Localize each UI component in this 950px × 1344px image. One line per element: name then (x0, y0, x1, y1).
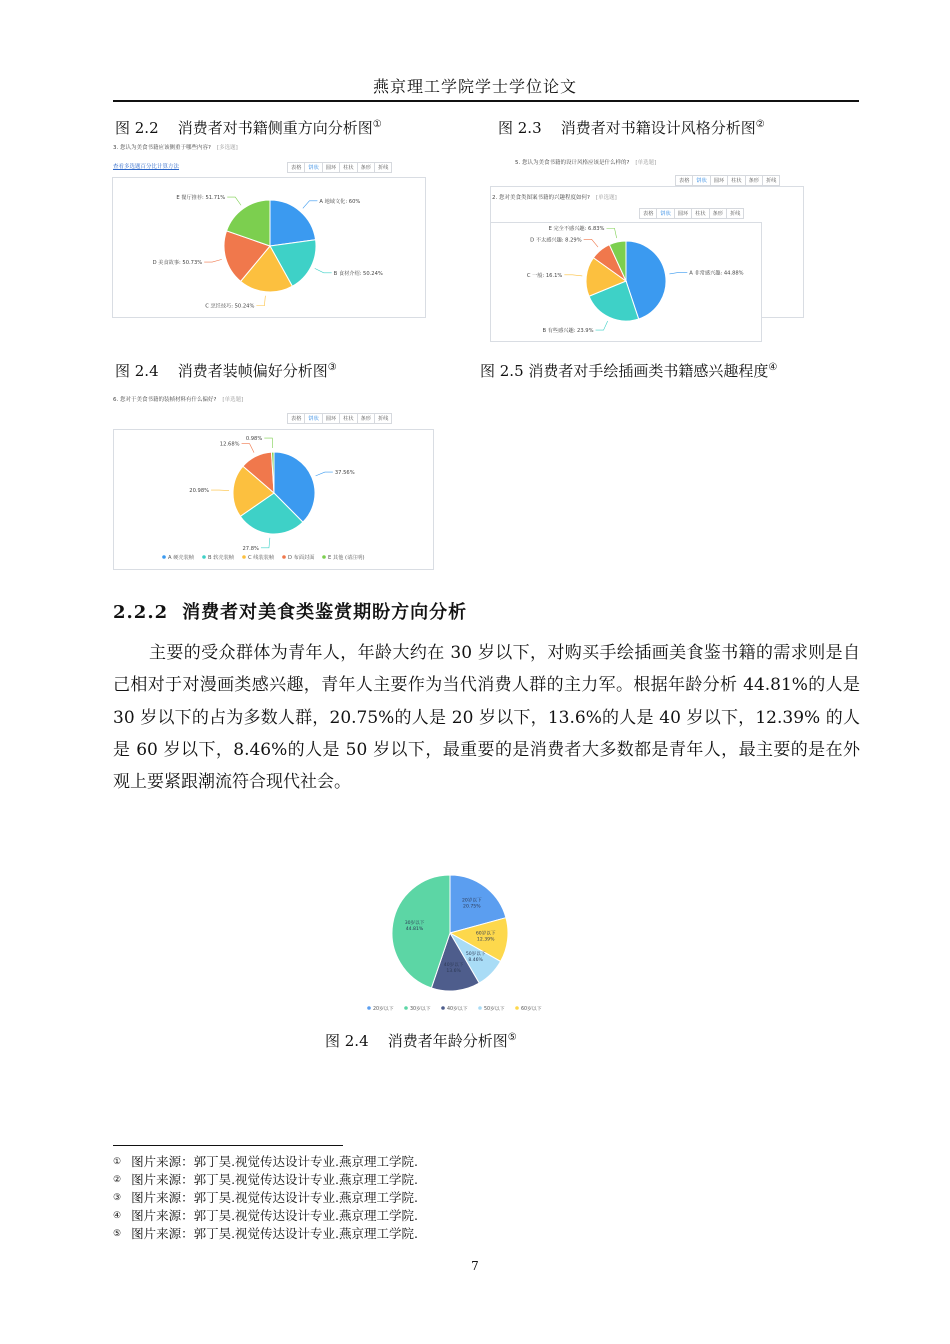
slice-label: 12.68% (219, 441, 240, 448)
fig22-chart-toolbar (288, 162, 392, 173)
figure-2-2-caption (115, 117, 382, 138)
toolbar-pie-button[interactable]: 饼状 (656, 208, 674, 219)
slice-label: 27.8% (242, 545, 259, 552)
slice-label: 60岁以下 (475, 931, 496, 937)
figure-2-5-caption (480, 360, 777, 381)
legend-item[interactable]: 50岁以下 (484, 1006, 505, 1012)
footnote-text: 图片来源：郭丁昊.视觉传达设计专业.燕京理工学院. (131, 1208, 418, 1223)
legend-item[interactable]: C 线装装帧 (248, 554, 275, 561)
leader-line (242, 444, 254, 453)
slice-label: 40岁以下 (443, 962, 464, 968)
slice-label: D 美食故事: 50.73% (152, 260, 203, 267)
leader-line (211, 490, 229, 491)
slice-label: C 一般: 16.1% (526, 272, 563, 279)
slice-label: 20.98% (189, 488, 210, 495)
footnote-mark: ⑤ (113, 1229, 122, 1239)
caption-text: 消费者对书籍侧重方向分析图 (177, 119, 373, 137)
legend-item[interactable]: A 硬壳装帧 (168, 554, 194, 561)
legend-marker (478, 1006, 482, 1010)
slice-label: 50岁以下 (465, 952, 486, 958)
slice-label: C 烹饪技巧: 50.24% (205, 303, 255, 310)
slice-label: B 有些感兴趣: 23.9% (542, 328, 594, 335)
footnote-ref: ⑤ (507, 1032, 517, 1043)
legend-item[interactable]: 60岁以下 (521, 1006, 542, 1012)
figure-2-4-age-caption (325, 1030, 517, 1051)
caption-text: 消费者年龄分析图 (387, 1032, 508, 1050)
caption-label: 图 2.3 (498, 119, 542, 137)
legend-marker (282, 555, 286, 559)
caption-text: 消费者对书籍设计风格分析图 (560, 119, 756, 137)
question-text: 6. 您对于美食书籍的装帧材料有什么偏好? (113, 397, 217, 403)
leader-line (303, 201, 318, 209)
fig22-question (113, 143, 238, 151)
slice-label: 12.39% (476, 937, 495, 943)
footnote-ref: ② (755, 119, 765, 130)
slice-label: A 地域文化: 60% (319, 198, 361, 205)
toolbar-table-button[interactable]: 表格 (287, 413, 305, 424)
footnote-mark: ① (113, 1157, 122, 1167)
legend-item[interactable]: 20岁以下 (373, 1006, 394, 1012)
toolbar-pie-button[interactable]: 饼状 (304, 413, 322, 424)
fig25-chart-toolbar (640, 208, 744, 219)
footnote-text: 图片来源：郭丁昊.视觉传达设计专业.燕京理工学院. (131, 1190, 418, 1205)
slice-label: E 完全不感兴趣: 6.83% (548, 226, 605, 233)
slice-label: 37.56% (334, 470, 355, 477)
leader-line (564, 275, 582, 276)
legend-item[interactable]: 40岁以下 (447, 1006, 468, 1012)
leader-line (607, 228, 617, 238)
leader-line (315, 268, 332, 272)
caption-text: 消费者对手绘插画类书籍感兴趣程度 (528, 362, 769, 380)
fig25-question (492, 193, 617, 201)
toolbar-column-button[interactable]: 柱状 (727, 175, 745, 186)
toolbar-ring-button[interactable]: 圆环 (322, 413, 340, 424)
figure-2-4-caption (115, 360, 337, 381)
toolbar-column-button[interactable]: 柱状 (339, 413, 357, 424)
fig22-chart-panel (112, 177, 426, 318)
age-pie-chart (365, 865, 545, 1015)
fig25-pie-chart (491, 223, 761, 341)
footnote-ref: ③ (327, 362, 337, 373)
fig24a-chart-toolbar (288, 413, 392, 424)
footnote-ref: ④ (768, 362, 778, 373)
section-heading (113, 598, 467, 624)
toolbar-ring-button[interactable]: 圆环 (322, 162, 340, 173)
legend-marker (515, 1006, 519, 1010)
caption-label: 图 2.5 (480, 362, 524, 380)
toolbar-column-button[interactable]: 柱状 (691, 208, 709, 219)
footnote (113, 1189, 418, 1207)
toolbar-table-button[interactable]: 表格 (639, 208, 657, 219)
toolbar-line-button[interactable]: 折线 (726, 208, 744, 219)
footnotes (113, 1153, 418, 1243)
question-text: 3. 您认为美食书籍应该侧重于哪些内容? (113, 145, 211, 151)
caption-text: 消费者装帧偏好分析图 (177, 362, 328, 380)
legend-item[interactable]: D 布面封面 (288, 554, 315, 561)
fig24a-question (113, 395, 243, 403)
toolbar-column-button[interactable]: 柱状 (339, 162, 357, 173)
fig24a-pie-chart (114, 430, 433, 569)
slice-label: E 餐厅推荐: 51.71% (176, 195, 226, 202)
toolbar-pie-button[interactable]: 饼状 (692, 175, 710, 186)
leader-line (256, 296, 265, 306)
toolbar-bar-button[interactable]: 条形 (745, 175, 763, 186)
leader-line (264, 438, 272, 448)
fig22-pie-chart (113, 178, 425, 317)
page-number: 7 (471, 1259, 479, 1273)
leader-line (596, 321, 608, 330)
legend-marker (242, 555, 246, 559)
header-rule (113, 100, 859, 102)
caption-label: 图 2.4 (325, 1032, 369, 1050)
slice-label: 13.6% (446, 968, 461, 974)
footnote-text: 图片来源：郭丁昊.视觉传达设计专业.燕京理工学院. (131, 1172, 418, 1187)
question-tag: [单选题] (222, 397, 244, 403)
toolbar-bar-button[interactable]: 条形 (709, 208, 727, 219)
fig25-chart-panel (490, 222, 762, 342)
leader-line (669, 272, 687, 274)
toolbar-bar-button[interactable]: 条形 (357, 413, 375, 424)
legend-marker (367, 1006, 371, 1010)
slice-label: 30岁以下 (404, 921, 425, 927)
toolbar-line-button[interactable]: 折线 (374, 413, 392, 424)
legend-marker (162, 555, 166, 559)
fig24a-chart-panel (113, 429, 434, 570)
section-title: 消费者对美食类鉴赏期盼方向分析 (182, 602, 468, 623)
toolbar-table-button[interactable]: 表格 (675, 175, 693, 186)
legend-item[interactable]: E 其他 (请注明) (328, 554, 365, 561)
caption-label: 图 2.2 (115, 119, 159, 137)
footnote-ref: ① (372, 119, 382, 130)
footnote-mark: ③ (113, 1193, 122, 1203)
toolbar-ring-button[interactable]: 圆环 (710, 175, 728, 186)
toolbar-line-button[interactable]: 折线 (374, 162, 392, 173)
footnote-mark: ④ (113, 1211, 122, 1221)
body-text (113, 637, 860, 798)
footnote (113, 1225, 418, 1243)
legend-marker (441, 1006, 445, 1010)
footnote-text: 图片来源：郭丁昊.视觉传达设计专业.燕京理工学院. (131, 1154, 418, 1169)
leader-line (584, 239, 598, 247)
fig23-question (515, 158, 656, 166)
toolbar-pie-button[interactable]: 饼状 (304, 162, 322, 173)
footnote (113, 1207, 418, 1225)
legend-marker (202, 555, 206, 559)
legend-marker (322, 555, 326, 559)
slice-label: 44.81% (405, 927, 424, 933)
slice-label: A 非常感兴趣: 44.88% (689, 270, 744, 277)
percent-method-link[interactable]: 查看多选题百分比计算方法 (113, 164, 180, 170)
fig23-chart-toolbar (676, 175, 780, 186)
figure-2-3-caption (498, 117, 765, 138)
leader-line (204, 259, 222, 262)
question-text: 2. 您对美食类图案书籍的兴趣程度如何? (492, 195, 590, 201)
slice-label: 0.98% (245, 436, 263, 443)
toolbar-ring-button[interactable]: 圆环 (674, 208, 692, 219)
body-paragraph: 主要的受众群体为青年人，年龄大约在 30 岁以下，对购买手绘插画美食鉴书籍的需求则是自己相对于对漫画类感兴趣，青年人主要作为当代消费人群的主力军。根据年龄分析 44.81%的人是 30 岁以下的占为多数人群，20.75%的人是 20 岁以下，13.6%的人是 40 岁以下，12.39% 的人是 60 岁以下，8.46%的人是 50 岁以下，最重要的是消费者大多数都是青年人，最主要的是在外观上要紧跟潮流符合现代社会。 (113, 643, 860, 793)
toolbar-line-button[interactable]: 折线 (762, 175, 780, 186)
question-tag: [多选题] (216, 145, 238, 151)
leader-line (316, 472, 333, 476)
question-tag: [单选题] (595, 195, 617, 201)
question-tag: [单选题] (635, 160, 657, 166)
slice-label: D 不太感兴趣: 8.29% (530, 237, 582, 244)
slice-label: 8.46% (468, 958, 483, 964)
section-number: 2.2.2 (113, 602, 169, 623)
question-text: 5. 您认为美食书籍的设计风格应该是什么样的? (515, 160, 630, 166)
footnote-rule (113, 1145, 343, 1146)
legend-item[interactable]: B 软壳装帧 (208, 554, 234, 561)
running-header: 燕京理工学院学士学位论文 (372, 77, 577, 96)
footnote (113, 1171, 418, 1189)
slice-label: 20.75% (463, 904, 481, 910)
toolbar-table-button[interactable]: 表格 (287, 162, 305, 173)
leader-line (261, 538, 270, 548)
toolbar-bar-button[interactable]: 条形 (357, 162, 375, 173)
legend-item[interactable]: 30岁以下 (410, 1006, 431, 1012)
slice-label: B 食材介绍: 50.24% (333, 270, 383, 277)
slice-label: 20岁以下 (461, 898, 482, 904)
footnote (113, 1153, 418, 1171)
pie-slice (270, 200, 316, 246)
footnote-mark: ② (113, 1175, 122, 1185)
leader-line (227, 197, 241, 205)
caption-label: 图 2.4 (115, 362, 159, 380)
footnote-text: 图片来源：郭丁昊.视觉传达设计专业.燕京理工学院. (131, 1226, 418, 1241)
fig24b-chart (365, 865, 545, 1015)
legend-marker (404, 1006, 408, 1010)
